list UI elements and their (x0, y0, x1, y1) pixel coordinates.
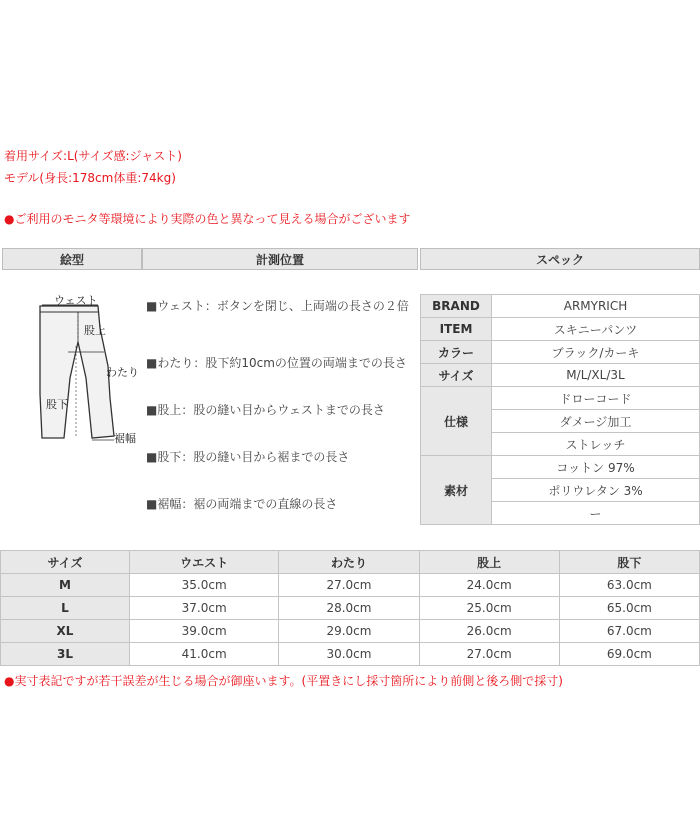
value-cell: 67.0cm (559, 620, 699, 643)
wearing-size-text: 着用サイズ:L(サイズ感:ジャスト) (4, 149, 182, 163)
header-spec: スペック (420, 248, 700, 270)
spec-row-material (421, 456, 700, 479)
diagram-label-hem: 裾幅 (114, 432, 136, 445)
color-notice: ●ご利用のモニタ等環境により実際の色と異なって見える場合がございます (4, 212, 411, 226)
table-row (1, 620, 700, 643)
table-row (1, 597, 700, 620)
value-cell: 63.0cm (559, 574, 699, 597)
column-header: 股下 (559, 551, 699, 574)
size-cell: XL (1, 620, 130, 643)
footer-notice: ●実寸表記ですが若干誤差が生じる場合が御座います。(平置きにし採寸箇所により前側と後ろ側で採寸) (4, 674, 563, 688)
value-cell: 28.0cm (279, 597, 419, 620)
model-spec-text: モデル(身長:178cm体重:74kg) (4, 171, 176, 185)
spec-value: ポリウレタン 3% (492, 479, 700, 502)
value-cell: 27.0cm (279, 574, 419, 597)
spec-label: BRAND (421, 295, 492, 318)
spec-label: 素材 (421, 456, 492, 525)
spec-row-finish (421, 387, 700, 410)
table-row (1, 643, 700, 666)
spec-value: ARMYRICH (492, 295, 700, 318)
header-measure: 計測位置 (142, 248, 418, 270)
diagram-label-rise: 股上 (84, 324, 106, 337)
value-cell: 27.0cm (419, 643, 559, 666)
spec-value: ブラック/カーキ (492, 341, 700, 364)
value-cell: 37.0cm (130, 597, 279, 620)
pants-diagram (20, 286, 145, 446)
spec-value: コットン 97% (492, 456, 700, 479)
spec-table (420, 294, 700, 525)
value-cell: 35.0cm (130, 574, 279, 597)
column-header: わたり (279, 551, 419, 574)
note-inseam: ■股下：股の縫い目から裾までの長さ (146, 450, 350, 464)
value-cell: 26.0cm (419, 620, 559, 643)
spec-value: スキニーパンツ (492, 318, 700, 341)
size-table (0, 550, 700, 666)
spec-value: ストレッチ (492, 433, 700, 456)
value-cell: 65.0cm (559, 597, 699, 620)
table-row (1, 574, 700, 597)
note-waist: ■ウェスト：ボタンを閉じ、上両端の長さの２倍 (146, 299, 409, 313)
spec-row-size (421, 364, 700, 387)
value-cell: 69.0cm (559, 643, 699, 666)
note-thigh: ■わたり：股下約10cmの位置の両端までの長さ (146, 356, 407, 370)
column-header: サイズ (1, 551, 130, 574)
spec-value: ー (492, 502, 700, 525)
column-header: 股上 (419, 551, 559, 574)
spec-value: ドローコード (492, 387, 700, 410)
size-cell: L (1, 597, 130, 620)
spec-label: ITEM (421, 318, 492, 341)
size-cell: 3L (1, 643, 130, 666)
value-cell: 39.0cm (130, 620, 279, 643)
size-table-header (1, 551, 700, 574)
column-header: ウエスト (130, 551, 279, 574)
spec-label: カラー (421, 341, 492, 364)
value-cell: 25.0cm (419, 597, 559, 620)
value-cell: 29.0cm (279, 620, 419, 643)
spec-row-color (421, 341, 700, 364)
spec-row-item (421, 318, 700, 341)
diagram-label-thigh: わたり (106, 366, 139, 379)
spec-row-brand (421, 295, 700, 318)
diagram-label-waist: ウェスト (54, 294, 98, 307)
spec-value: ダメージ加工 (492, 410, 700, 433)
spec-label: 仕様 (421, 387, 492, 456)
value-cell: 41.0cm (130, 643, 279, 666)
value-cell: 24.0cm (419, 574, 559, 597)
spec-label: サイズ (421, 364, 492, 387)
header-pattern: 絵型 (2, 248, 142, 270)
value-cell: 30.0cm (279, 643, 419, 666)
note-rise: ■股上：股の縫い目からウェストまでの長さ (146, 403, 385, 417)
spec-value: M/L/XL/3L (492, 364, 700, 387)
note-hem: ■裾幅：裾の両端までの直線の長さ (146, 497, 338, 511)
diagram-label-inseam: 股下 (46, 398, 68, 411)
size-cell: M (1, 574, 130, 597)
